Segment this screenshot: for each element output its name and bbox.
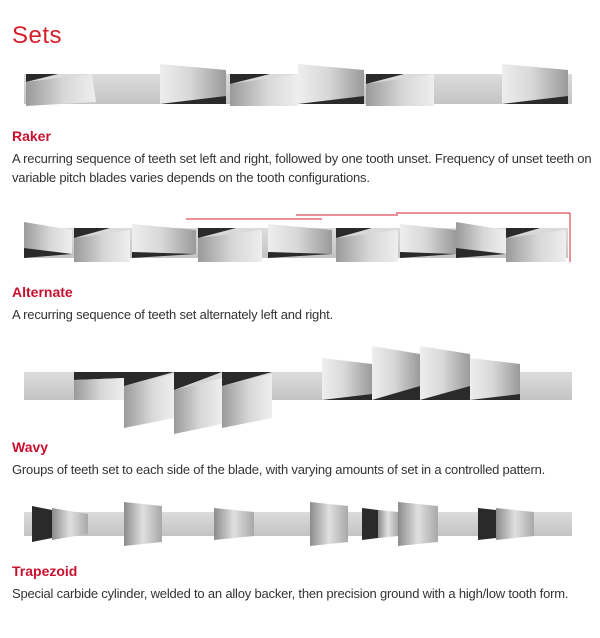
section-label-wavy: Wavy <box>12 439 49 455</box>
raker-diagram <box>0 60 600 120</box>
blade-tooth <box>26 74 96 106</box>
blade-tooth <box>74 372 124 400</box>
section-description-wavy: Groups of teeth set to each side of the blade, with varying amounts of set in a controlled pattern. <box>12 462 546 477</box>
blade-tooth <box>478 508 534 540</box>
blade-tooth <box>322 358 372 400</box>
blade-tooth <box>32 506 88 542</box>
blade-tooth <box>268 224 332 258</box>
section-label-alternate: Alternate <box>12 284 73 300</box>
alternate-diagram <box>0 208 600 270</box>
wavy-diagram <box>0 344 600 434</box>
blade-tooth <box>456 222 506 258</box>
section-description-trapezoid: Special carbide cylinder, welded to an alloy backer, then precision ground with a high/low tooth form. <box>12 586 569 601</box>
section-label-trapezoid: Trapezoid <box>12 563 78 579</box>
blade-tooth <box>160 64 226 104</box>
blade-tooth <box>420 346 470 400</box>
page-title: Sets <box>12 22 63 49</box>
blade-tooth <box>502 64 568 104</box>
blade-tooth <box>124 502 162 546</box>
blade-tooth <box>298 64 364 104</box>
blade-tooth <box>222 372 272 428</box>
section-description-raker: A recurring sequence of teeth set left and right, followed by one tooth unset. Frequency of unset teeth on variable pitch blades varies depends on the tooth configurations. <box>12 151 592 185</box>
blade-tooth <box>470 358 520 400</box>
trapezoid-diagram <box>0 498 600 550</box>
blade-tooth <box>132 224 196 258</box>
blade-tooth <box>398 502 438 546</box>
blade-tooth <box>24 222 72 258</box>
blade-tooth <box>214 508 254 540</box>
blade-tooth <box>362 508 398 540</box>
blade-tooth <box>400 224 456 258</box>
section-label-raker: Raker <box>12 128 51 144</box>
blade-tooth <box>310 502 348 546</box>
blade-tooth <box>372 346 420 400</box>
section-description-alternate: A recurring sequence of teeth set alternately left and right. <box>12 307 333 322</box>
blade-tooth <box>124 372 174 428</box>
